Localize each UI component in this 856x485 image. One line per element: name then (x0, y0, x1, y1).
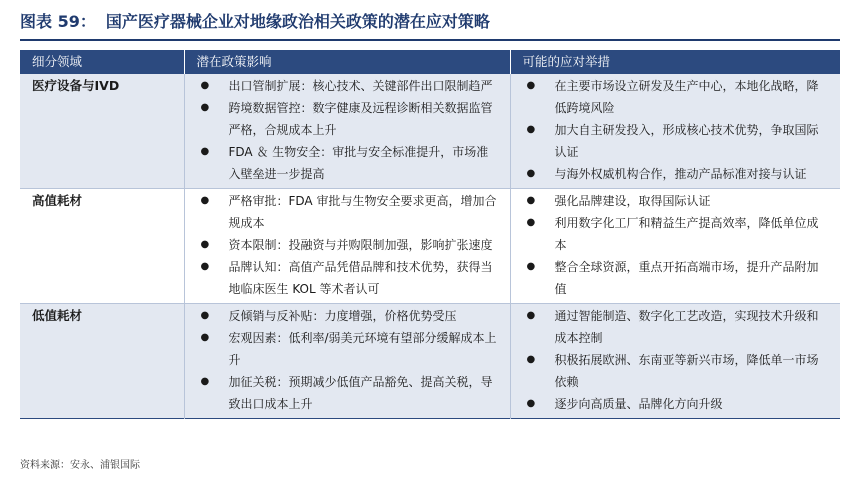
list-item: ● 反倾销与反补贴：力度增强，价格优势受压 (195, 305, 500, 327)
header-impact: 潜在政策影响 (184, 50, 510, 74)
list-item: ● 出口管制扩展：核心技术、关键部件出口限制趋严 (195, 75, 500, 97)
list-item: ● 宏观因素：低利率/弱美元环境有望部分缓解成本上升 (195, 327, 500, 371)
source-note: 资料来源：安永、浦银国际 (20, 460, 140, 471)
list-item: ● 严格审批：FDA 审批与生物安全要求更高，增加合规成本 (195, 190, 500, 234)
list-item: ● 整合全球资源，重点开拓高端市场，提升产品附加值 (521, 256, 831, 300)
table-row (20, 304, 840, 419)
impact-cell (184, 189, 510, 304)
domain-cell: 医疗设备与IVD (20, 74, 184, 189)
list-item: ● 加征关税：预期减少低值产品豁免、提高关税，导致出口成本上升 (195, 371, 500, 415)
impact-cell (184, 304, 510, 419)
list-item: ● 在主要市场设立研发及生产中心，本地化战略，降低跨境风险 (521, 75, 831, 119)
measures-list (521, 305, 831, 415)
impact-cell (184, 74, 510, 189)
measures-cell (510, 189, 840, 304)
list-item: ● 通过智能制造、数字化工艺改造，实现技术升级和成本控制 (521, 305, 831, 349)
list-item: ● 加大自主研发投入，形成核心技术优势，争取国际认证 (521, 119, 831, 163)
list-item: ● 资本限制：投融资与并购限制加强，影响扩张速度 (195, 234, 500, 256)
measures-list (521, 75, 831, 185)
domain-cell: 高值耗材 (20, 189, 184, 304)
figure-number: 图表 59： (20, 12, 96, 31)
list-item: ● 与海外权威机构合作，推动产品标准对接与认证 (521, 163, 831, 185)
list-item: ● 利用数字化工厂和精益生产提高效率，降低单位成本 (521, 212, 831, 256)
list-item: ● FDA ＆ 生物安全：审批与安全标准提升，市场准入壁垒进一步提高 (195, 141, 500, 185)
list-item: ● 逐步向高质量、品牌化方向升级 (521, 393, 831, 415)
strategy-table (20, 50, 840, 419)
header-domain: 细分领域 (20, 50, 184, 74)
table-row (20, 189, 840, 304)
list-item: ● 跨境数据管控：数字健康及远程诊断相关数据监管严格，合规成本上升 (195, 97, 500, 141)
figure-title (20, 8, 840, 36)
domain-cell: 低值耗材 (20, 304, 184, 419)
list-item: ● 强化品牌建设，取得国际认证 (521, 190, 831, 212)
header-measures: 可能的应对举措 (510, 50, 840, 74)
impact-list (195, 75, 500, 185)
figure-title-text: 国产医疗器械企业对地缘政治相关政策的潜在应对策略 (105, 12, 490, 31)
measures-cell (510, 74, 840, 189)
measures-cell (510, 304, 840, 419)
impact-list (195, 190, 500, 300)
measures-list (521, 190, 831, 300)
table-row (20, 74, 840, 189)
title-divider (20, 39, 840, 41)
table-header-row (20, 50, 840, 74)
list-item: ● 品牌认知：高值产品凭借品牌和技术优势，获得当地临床医生 KOL 等术者认可 (195, 256, 500, 300)
list-item: ● 积极拓展欧洲、东南亚等新兴市场，降低单一市场依赖 (521, 349, 831, 393)
impact-list (195, 305, 500, 415)
